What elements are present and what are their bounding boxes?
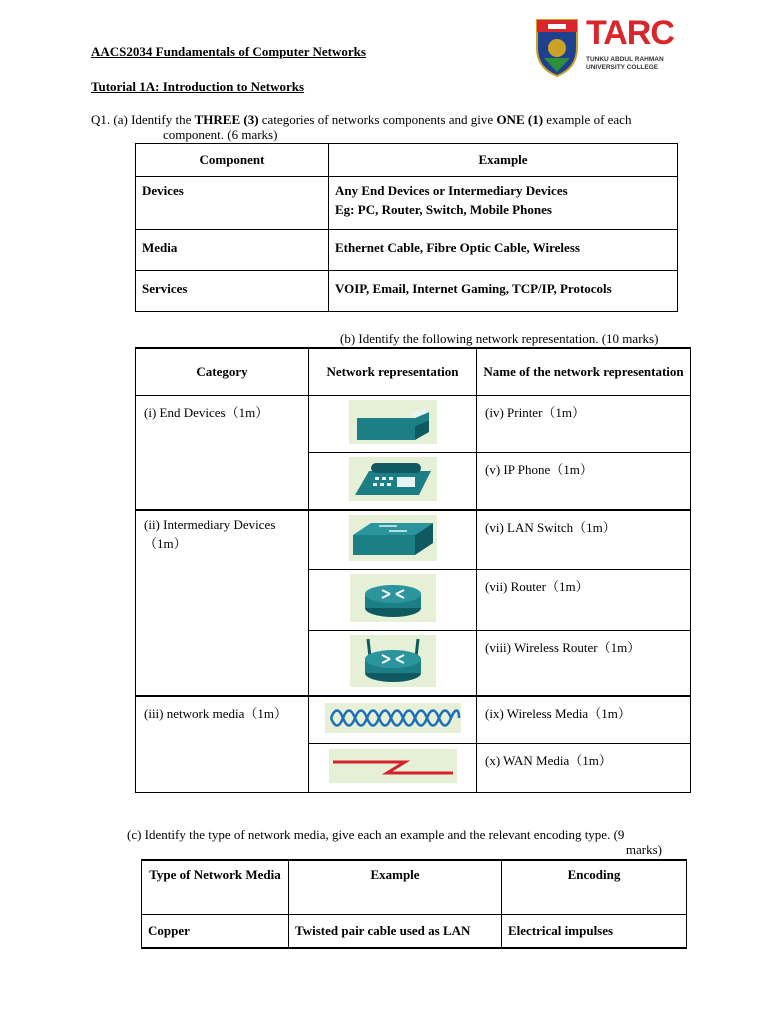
ip-phone-icon — [349, 457, 437, 501]
table-header-row — [136, 348, 691, 396]
header-example: Example — [329, 144, 678, 177]
question-1c-prompt — [127, 827, 662, 857]
category-cell: (iii) network media（1m） — [136, 696, 309, 793]
name-cell: (iv) Printer（1m） — [477, 396, 691, 453]
type-cell: Copper — [142, 915, 289, 949]
table-row — [136, 696, 691, 744]
q1a-mid: categories of networks components and give — [258, 112, 497, 127]
brand-subtext — [586, 56, 664, 72]
example-line: Any End Devices or Intermediary Devices — [335, 183, 568, 198]
brand-logo-text: TARC — [586, 14, 674, 52]
component-cell: Devices — [136, 177, 329, 230]
representation-cell — [309, 453, 477, 511]
university-crest-icon — [534, 18, 580, 78]
table-row — [136, 177, 678, 230]
question-1b-prompt: (b) Identify the following network representation. (10 marks) — [340, 331, 659, 346]
table-header-row — [142, 860, 687, 915]
table-row — [142, 915, 687, 949]
course-title: AACS2034 Fundamentals of Computer Networks — [91, 44, 366, 59]
components-table — [135, 143, 678, 312]
q1a-bold2: ONE (1) — [496, 112, 544, 127]
q1a-prefix: Q1. (a) Identify the — [91, 112, 195, 127]
name-cell: (vi) LAN Switch（1m） — [477, 510, 691, 570]
name-cell: (x) WAN Media（1m） — [477, 744, 691, 793]
router-icon — [350, 574, 436, 622]
table-row — [136, 230, 678, 271]
printer-icon — [349, 400, 437, 444]
category-cell: (i) End Devices（1m） — [136, 396, 309, 511]
header-type: Type of Network Media — [142, 860, 289, 915]
q1a-bold1: THREE (3) — [194, 112, 259, 127]
name-cell: (v) IP Phone（1m） — [477, 453, 691, 511]
tutorial-title: Tutorial 1A: Introduction to Networks — [91, 79, 305, 94]
header-example: Example — [289, 860, 502, 915]
q1c-prompt-text: (c) Identify the type of network media, give each an example and the relevant encoding type. (9 — [127, 827, 625, 842]
wireless-media-icon — [325, 703, 461, 733]
header-component: Component — [136, 144, 329, 177]
network-representation-table — [135, 347, 691, 793]
wan-media-icon — [329, 749, 457, 783]
media-encoding-table — [141, 859, 687, 949]
example-cell: Ethernet Cable, Fibre Optic Cable, Wireless — [329, 230, 678, 271]
example-cell: Twisted pair cable used as LAN — [289, 915, 502, 949]
category-cell: (ii) Intermediary Devices（1m） — [136, 510, 309, 696]
component-cell: Services — [136, 271, 329, 312]
example-cell — [329, 177, 678, 230]
representation-cell — [309, 631, 477, 697]
brand-subtext-line2: UNIVERSITY COLLEGE — [586, 64, 659, 71]
component-cell: Media — [136, 230, 329, 271]
question-1a-prompt — [91, 112, 681, 142]
q1a-suffix: example of each — [543, 112, 632, 127]
wireless-router-icon — [350, 635, 436, 687]
representation-cell — [309, 570, 477, 631]
table-row — [136, 271, 678, 312]
table-row — [136, 396, 691, 453]
header-category: Category — [136, 348, 309, 396]
name-cell: (vii) Router（1m） — [477, 570, 691, 631]
table-header-row — [136, 144, 678, 177]
table-row — [136, 510, 691, 570]
example-cell: VOIP, Email, Internet Gaming, TCP/IP, Protocols — [329, 271, 678, 312]
representation-cell — [309, 396, 477, 453]
name-cell: (viii) Wireless Router（1m） — [477, 631, 691, 697]
q1a-line2: component. (6 marks) — [163, 127, 278, 142]
q1c-prompt-end: marks) — [625, 842, 662, 857]
name-cell: (ix) Wireless Media（1m） — [477, 696, 691, 744]
encoding-cell: Electrical impulses — [502, 915, 687, 949]
representation-cell — [309, 744, 477, 793]
header-representation: Network representation — [309, 348, 477, 396]
example-line: Eg: PC, Router, Switch, Mobile Phones — [335, 202, 552, 217]
representation-cell — [309, 510, 477, 570]
brand-subtext-line1: TUNKU ABDUL RAHMAN — [586, 56, 664, 63]
lan-switch-icon — [349, 515, 437, 561]
header-name: Name of the network representation — [477, 348, 691, 396]
representation-cell — [309, 696, 477, 744]
header-encoding: Encoding — [502, 860, 687, 915]
